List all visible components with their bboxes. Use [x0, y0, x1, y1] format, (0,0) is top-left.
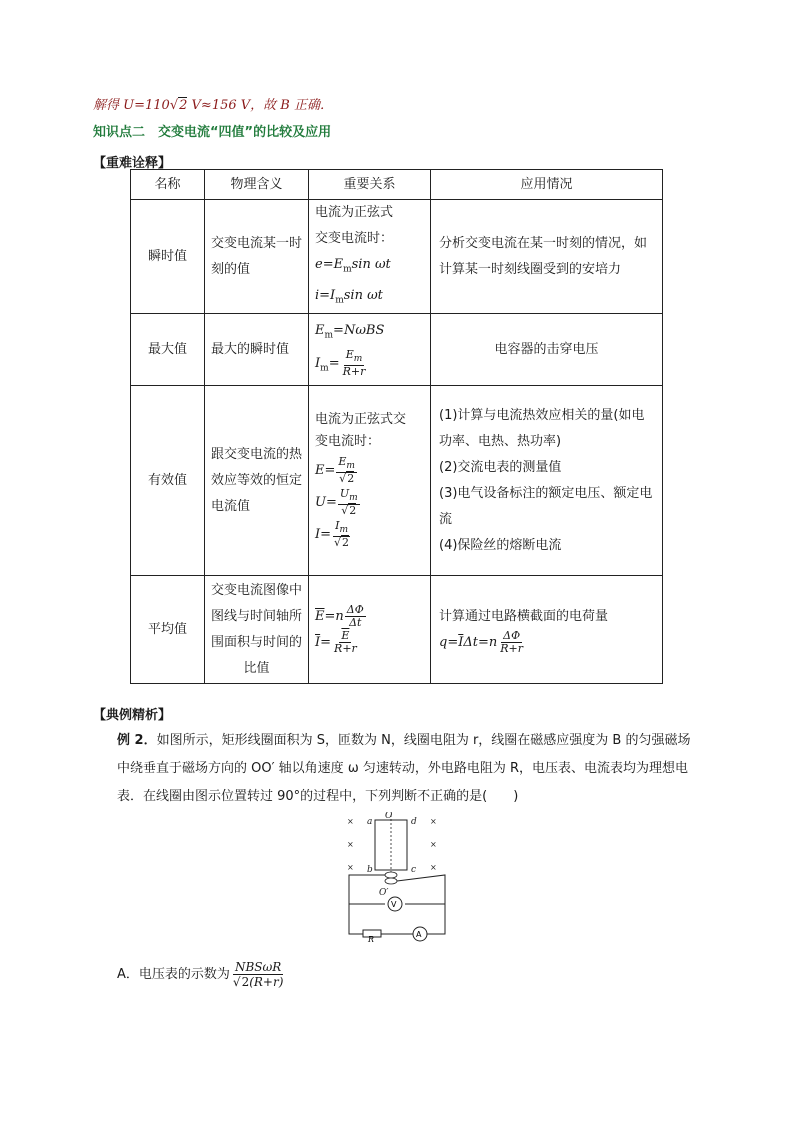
formula-E-eff: E= $E_m$ √ 2	[315, 456, 424, 485]
row-meaning: 交变电流某一时刻的值	[205, 200, 309, 314]
label-O-prime: O′	[379, 888, 389, 898]
header-application: 应用情况	[431, 170, 663, 200]
row-relation	[309, 576, 431, 684]
label-b: b	[367, 865, 373, 875]
application-item: (2)交流电表的测量值	[439, 459, 562, 475]
row-application: 电容器的击穿电压	[431, 314, 663, 386]
solution-line	[93, 94, 333, 113]
option-a	[117, 960, 286, 989]
application-item: 计算通过电路横截面的电荷量	[439, 608, 609, 624]
label-a: a	[367, 817, 373, 827]
solution-prefix: 解得	[93, 98, 124, 113]
option-a-denominator: √ 2(R+r)	[231, 975, 286, 989]
table-row	[131, 314, 663, 386]
example-text: 如图所示，矩形线圈面积为 S，匝数为 N，线圈电阻为 r，线圈在磁感应强度为 B 的匀强磁场中绕垂直于磁场方向的 OO′ 轴以角速度 ω 匀速转动，外电路电阻为 R，电压表、电流表均为理想电表．在线圈由图示位置转过 90°的过程中，下列判断不正确的是( )	[117, 733, 691, 804]
table-header-row	[131, 170, 663, 200]
option-a-numerator: NBSωR	[234, 960, 282, 974]
example-question	[117, 727, 702, 811]
knowledge-heading: 知识点二 交变电流“四值”的比较及应用	[93, 125, 332, 140]
field-cross: ×	[430, 817, 437, 826]
field-cross: ×	[430, 863, 437, 872]
table-row	[131, 200, 663, 314]
section-heading-examples: 【典例精析】	[93, 708, 172, 723]
I-bar-symbol: $\overline{I}$	[315, 634, 321, 650]
solution-rest: V≈156 V，故 B 正确．	[187, 98, 333, 113]
circuit-diagram	[335, 812, 455, 942]
formula-q: $q=\overline{I}\Delta t=n$ $\frac{\Delta\Phi}{R+r}$	[439, 628, 524, 655]
formula-I-avg: $\overline{I}=$ $\frac{\overline{E}}{R+r}$	[315, 628, 357, 655]
relation-text: 变电流时：	[315, 433, 381, 449]
row-relation	[309, 386, 431, 576]
header-relation: 重要关系	[309, 170, 431, 200]
header-name: 名称	[131, 170, 205, 200]
label-c: c	[411, 865, 417, 875]
field-cross: ×	[347, 840, 354, 849]
application-item: (3)电气设备标注的额定电压、额定电流	[439, 485, 653, 527]
slip-ring	[385, 878, 397, 884]
formula-E-avg: $\overline{E}=n$ $\frac{\Delta\Phi}{\Delta t}$	[315, 602, 364, 629]
row-relation	[309, 314, 431, 386]
row-name: 瞬时值	[131, 200, 205, 314]
ammeter-label: A	[416, 930, 422, 939]
row-application	[431, 386, 663, 576]
resistor-label: R	[368, 935, 375, 942]
row-application	[431, 576, 663, 684]
solution-sqrt: √ 2	[170, 97, 188, 113]
field-cross: ×	[347, 863, 354, 872]
row-name: 平均值	[131, 576, 205, 684]
header-meaning: 物理含义	[205, 170, 309, 200]
example-label: 例 2．	[117, 733, 157, 748]
formula-Im: $I_m=$ $\frac{E_m}{R+r}$	[315, 347, 366, 378]
formula-I-eff: I= $I_m$ √ 2	[315, 520, 424, 549]
comparison-table	[130, 169, 663, 684]
option-a-text: A．电压表的示数为	[117, 967, 230, 982]
label-O: O	[385, 812, 393, 821]
E-bar-symbol: $\overline{E}$	[315, 608, 325, 624]
table-row	[131, 386, 663, 576]
row-relation	[309, 200, 431, 314]
solution-eq: =110	[134, 98, 170, 113]
formula-U-eff: U= $U_m$ √ 2	[315, 488, 424, 517]
row-meaning: 最大的瞬时值	[205, 314, 309, 386]
application-item: (1)计算与电流热效应相关的量(如电功率、电热、热功率)	[439, 407, 645, 449]
row-meaning: 跟交变电流的热效应等效的恒定电流值	[205, 386, 309, 576]
formula-Em: $E_m=N\omega BS$	[315, 323, 385, 341]
table-row	[131, 576, 663, 684]
application-item: (4)保险丝的熔断电流	[439, 537, 562, 553]
formula-i: $i=I_m\sin$ ωt	[315, 287, 383, 306]
field-cross: ×	[430, 840, 437, 849]
row-application: 分析交变电流在某一时刻的情况，如计算某一时刻线圈受到的安培力	[431, 200, 663, 314]
row-name: 有效值	[131, 386, 205, 576]
slip-ring	[385, 872, 397, 878]
formula-e: $e=E_m\sin$ ωt	[315, 257, 391, 275]
row-name: 最大值	[131, 314, 205, 386]
relation-text: 电流为正弦式	[315, 205, 394, 220]
relation-text: 交变电流时：	[315, 231, 394, 246]
relation-text: 电流为正弦式交	[315, 411, 407, 427]
section-heading-key-points: 【重难诠释】	[93, 156, 172, 171]
field-cross: ×	[347, 817, 354, 826]
solution-U: U	[123, 98, 135, 113]
label-d: d	[411, 817, 417, 827]
row-meaning: 交变电流图像中图线与时间轴所围面积与时间的比值	[205, 576, 309, 684]
voltmeter-label: V	[391, 900, 397, 909]
